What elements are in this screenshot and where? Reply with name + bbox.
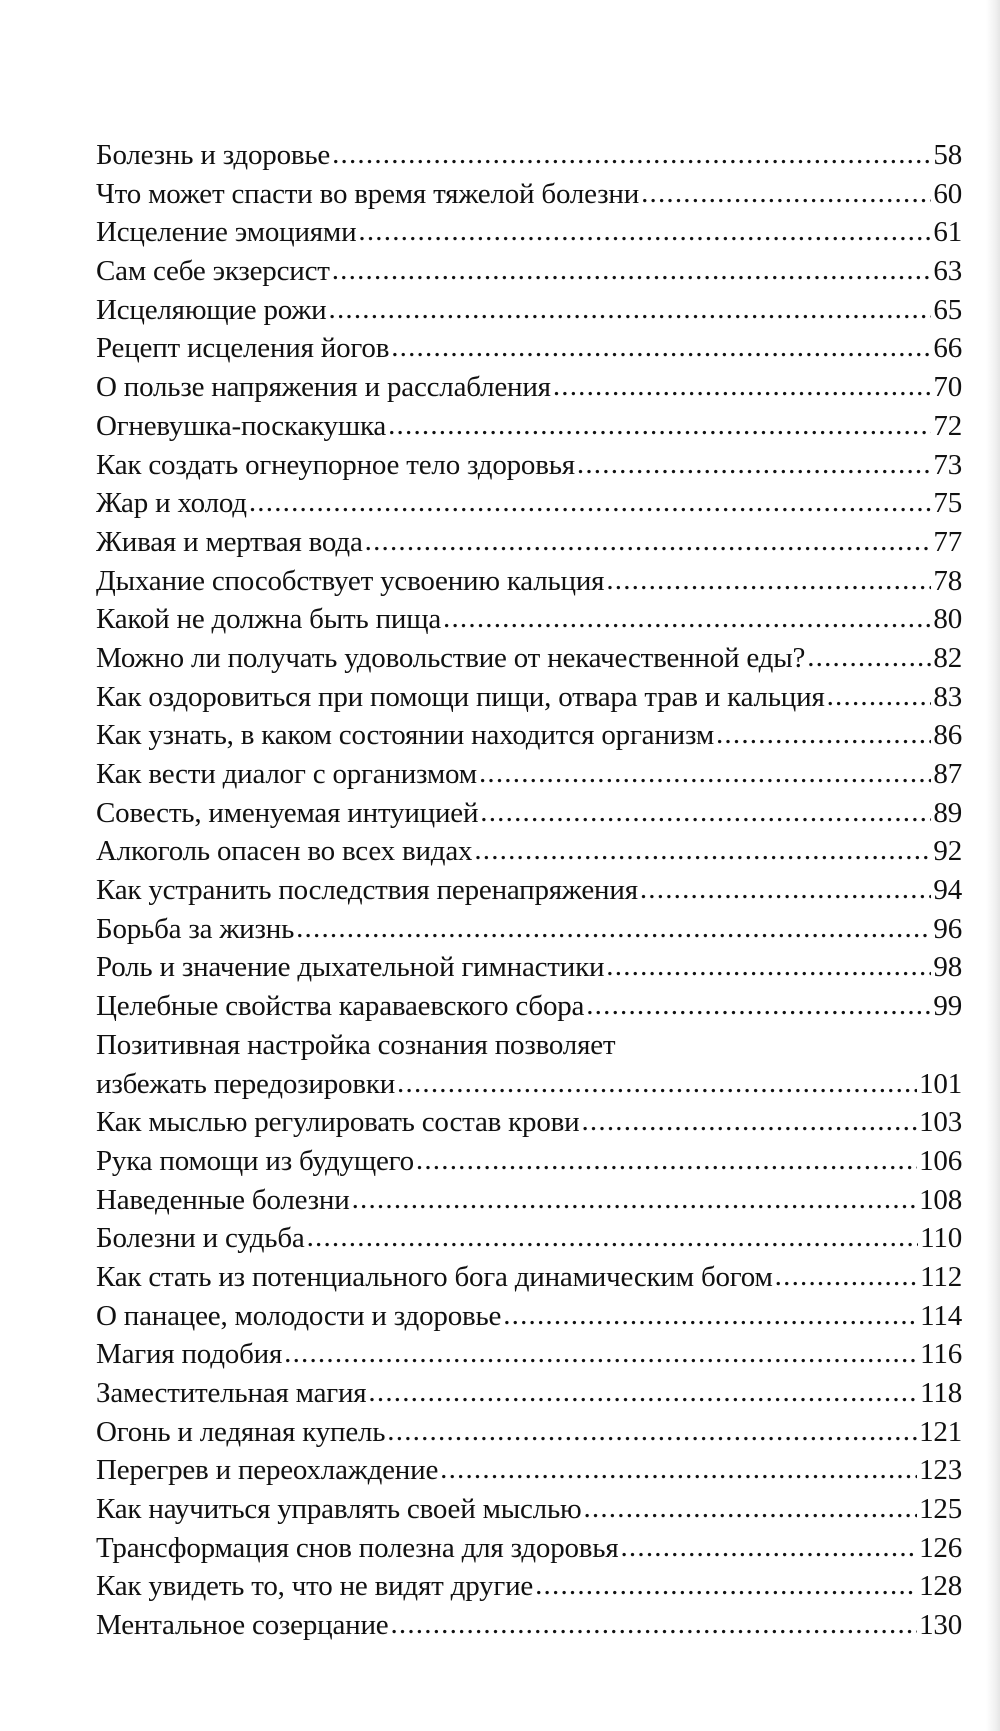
toc-entry	[96, 716, 962, 755]
toc-entry	[96, 639, 962, 678]
toc-entry	[96, 1297, 962, 1336]
toc-entry	[96, 329, 962, 368]
toc-page-number: 80	[933, 603, 962, 636]
dot-leader	[440, 1450, 917, 1489]
dot-leader	[391, 328, 931, 367]
toc-entry	[96, 1567, 962, 1606]
toc-page-number: 87	[933, 758, 962, 790]
toc-entry-title: Что может спасти во время тяжелой болезни	[96, 177, 640, 210]
dot-leader	[365, 522, 932, 561]
toc-entry	[96, 1181, 962, 1220]
toc-page-number: 130	[919, 1609, 962, 1642]
toc-entry-title: Как мыслью регулировать состав крови	[96, 1106, 580, 1139]
toc-entry	[96, 1335, 962, 1374]
toc-entry-title: Исцеляющие рожи	[96, 293, 327, 326]
dot-leader	[474, 831, 931, 870]
toc-entry-title: Можно ли получать удовольствие от некачественной еды?	[96, 641, 806, 674]
toc-page-number: 96	[933, 912, 962, 945]
dot-leader	[390, 1605, 917, 1644]
table-of-contents	[96, 136, 962, 1645]
toc-page-number: 123	[919, 1454, 962, 1487]
dot-leader	[577, 445, 932, 484]
dot-leader	[620, 1528, 917, 1567]
toc-entry-title: Какой не должна быть пища	[96, 603, 442, 636]
toc-entry-title: Как стать из потенциального бога динамическим богом	[96, 1260, 773, 1293]
toc-page-number: 61	[933, 216, 962, 249]
toc-entry	[96, 1451, 962, 1490]
toc-entry-title: Дыхание способствует усвоению кальция	[96, 564, 605, 597]
toc-entry	[96, 1529, 962, 1568]
toc-entry	[96, 252, 962, 291]
toc-entry-title: Жар и холод	[96, 487, 247, 520]
toc-entry	[96, 910, 962, 949]
toc-page-number: 83	[933, 680, 962, 713]
toc-entry	[96, 484, 962, 523]
toc-page-number: 89	[933, 796, 962, 829]
toc-page-number: 78	[933, 564, 962, 597]
toc-page-number: 99	[933, 990, 962, 1023]
toc-page-number: 103	[919, 1106, 962, 1139]
dot-leader	[807, 638, 931, 677]
toc-entry	[96, 1065, 962, 1104]
toc-page-number: 110	[920, 1222, 962, 1255]
toc-entry	[96, 368, 962, 407]
toc-entry	[96, 291, 962, 330]
toc-entry-title: О панацее, молодости и здоровье	[96, 1299, 502, 1332]
toc-page-number: 128	[919, 1570, 962, 1603]
toc-entry	[96, 755, 962, 794]
toc-entry-title: Наведенные болезни	[96, 1183, 350, 1216]
toc-page-number: 94	[933, 874, 962, 907]
dot-leader	[416, 1141, 917, 1180]
dot-leader	[388, 406, 931, 445]
toc-entry	[96, 1219, 962, 1258]
toc-entry	[96, 1103, 962, 1142]
toc-page-number: 65	[933, 293, 962, 326]
toc-entry-title: Алкоголь опасен во всех видах	[96, 835, 473, 868]
dot-leader	[606, 947, 931, 986]
toc-entry-title: Борьба за жизнь	[96, 912, 295, 945]
toc-entry-title: Совесть, именуемая интуицией	[96, 796, 479, 829]
dot-leader	[332, 251, 932, 290]
toc-entry	[96, 523, 962, 562]
toc-entry-title: Рука помощи из будущего	[96, 1144, 414, 1177]
toc-entry	[96, 678, 962, 717]
dot-leader	[352, 1180, 918, 1219]
toc-entry	[96, 1490, 962, 1529]
toc-page-number: 73	[933, 448, 962, 481]
toc-entry-title: Как создать огнеупорное тело здоровья	[96, 448, 575, 481]
toc-entry-title: Огневушка-поскакушка	[96, 409, 387, 442]
toc-entry-title: Как узнать, в каком состоянии находится организм	[96, 719, 714, 752]
dot-leader	[329, 290, 932, 329]
toc-entry-title: Огонь и ледяная купель	[96, 1415, 386, 1448]
dot-leader	[358, 212, 931, 251]
toc-page-number: 106	[919, 1144, 962, 1177]
toc-page-number: 66	[933, 332, 962, 365]
dot-leader	[716, 715, 931, 754]
toc-entry	[96, 213, 962, 252]
toc-entry	[96, 562, 962, 601]
dot-leader	[479, 754, 931, 793]
toc-entry	[96, 175, 962, 214]
toc-entry	[96, 987, 962, 1026]
toc-entry-title: Сам себе экзерсист	[96, 255, 330, 288]
toc-entry	[96, 1142, 962, 1181]
toc-entry-title: Как устранить последствия перенапряжения	[96, 874, 638, 907]
toc-entry-title: Трансформация снов полезна для здоровья	[96, 1531, 619, 1564]
dot-leader	[583, 1489, 917, 1528]
dot-leader	[775, 1257, 919, 1296]
dot-leader	[586, 986, 931, 1025]
toc-entry-title: Перегрев и переохлаждение	[96, 1454, 439, 1487]
dot-leader	[249, 483, 932, 522]
toc-page-number: 118	[920, 1377, 962, 1409]
toc-entry-title: избежать передозировки	[96, 1067, 396, 1100]
toc-page-number: 92	[933, 835, 962, 868]
dot-leader	[503, 1296, 918, 1335]
toc-page-number: 125	[919, 1493, 962, 1526]
toc-entry-title: Рецепт исцеления йогов	[96, 332, 390, 365]
dot-leader	[640, 870, 932, 909]
dot-leader	[332, 135, 931, 174]
dot-leader	[443, 599, 931, 638]
toc-entry-title: Как научиться управлять своей мыслью	[96, 1493, 582, 1526]
toc-entry-title: О пользе напряжения и расслабления	[96, 371, 551, 404]
toc-page-number: 112	[920, 1260, 962, 1293]
dot-leader	[397, 1064, 917, 1103]
toc-page-number: 70	[933, 371, 962, 404]
dot-leader	[641, 174, 931, 213]
toc-entry-title: Ментальное созерцание	[96, 1609, 389, 1642]
toc-entry	[96, 832, 962, 871]
dot-leader	[606, 561, 931, 600]
dot-leader	[827, 677, 932, 716]
dot-leader	[307, 1218, 919, 1257]
toc-page-number: 86	[933, 719, 962, 752]
toc-page-number: 98	[933, 951, 962, 984]
dot-leader	[387, 1412, 917, 1451]
dot-leader	[368, 1373, 918, 1412]
dot-leader	[480, 793, 931, 832]
toc-entry-title: Целебные свойства караваевского сбора	[96, 990, 585, 1023]
toc-page-number: 116	[920, 1338, 962, 1371]
toc-entry	[96, 794, 962, 833]
toc-entry	[96, 1606, 962, 1645]
toc-entry-title: Заместительная магия	[96, 1377, 367, 1409]
toc-entry	[96, 600, 962, 639]
dot-leader	[284, 1334, 918, 1373]
toc-page-number: 114	[920, 1299, 962, 1332]
toc-entry-title-line: Позитивная настройка сознания позволяет	[96, 1028, 616, 1061]
page-edge-shadow	[986, 0, 1000, 1731]
toc-entry-title: Как увидеть то, что не видят другие	[96, 1570, 534, 1603]
toc-entry	[96, 446, 962, 485]
toc-page-number: 108	[919, 1183, 962, 1216]
dot-leader	[553, 367, 932, 406]
toc-page-number: 121	[919, 1415, 962, 1448]
toc-entry	[96, 1413, 962, 1452]
toc-entry	[96, 1374, 962, 1413]
toc-page-number: 63	[933, 255, 962, 288]
toc-entry-title: Магия подобия	[96, 1338, 283, 1371]
dot-leader	[581, 1102, 917, 1141]
toc-entry-title: Роль и значение дыхательной гимнастики	[96, 951, 605, 984]
toc-page-number: 101	[919, 1067, 962, 1100]
toc-entry	[96, 407, 962, 446]
toc-entry-title: Как оздоровиться при помощи пищи, отвара трав и кальция	[96, 680, 825, 713]
toc-page-number: 72	[933, 409, 962, 442]
dot-leader	[535, 1566, 917, 1605]
toc-entry-title: Исцеление эмоциями	[96, 216, 357, 249]
toc-page-number: 126	[919, 1531, 962, 1564]
toc-entry-title: Болезни и судьба	[96, 1222, 305, 1255]
toc-entry	[96, 948, 962, 987]
toc-entry-title: Болезнь и здоровье	[96, 139, 331, 171]
dot-leader	[296, 909, 931, 948]
toc-page-number: 60	[933, 177, 962, 210]
toc-entry-title: Живая и мертвая вода	[96, 525, 363, 558]
toc-page-number: 58	[933, 139, 962, 171]
toc-page-number: 75	[933, 487, 962, 520]
toc-entry	[96, 1258, 962, 1297]
toc-entry	[96, 871, 962, 910]
toc-page-number: 82	[933, 641, 962, 674]
toc-entry-title: Как вести диалог с организмом	[96, 758, 477, 790]
toc-page-number: 77	[933, 525, 962, 558]
toc-entry	[96, 136, 962, 175]
